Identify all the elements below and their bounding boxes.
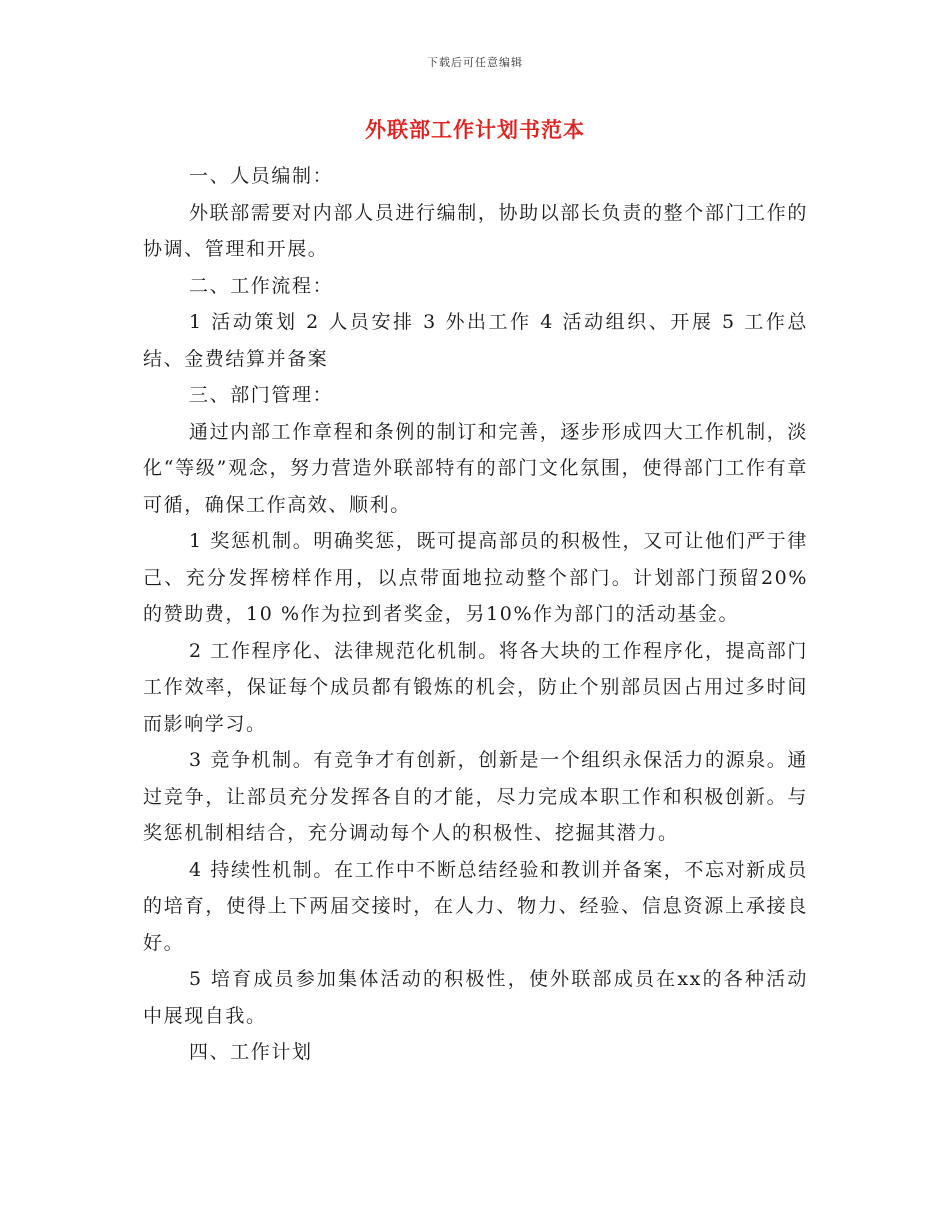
paragraph-reward-mechanism: 1 奖惩机制。明确奖惩，既可提高部员的积极性，又可让他们严于律己、充分发挥榜样作用，以点带面地拉动整个部门。计划部门预留20%的赞助费，10 %作为拉到者奖金，另10%作为部门的活动基金。 xyxy=(143,530,808,625)
section-heading-workflow: 二、工作流程： xyxy=(189,274,334,297)
paragraph-competition-mechanism: 3 竞争机制。有竞争才有创新，创新是一个组织永保活力的源泉。通过竞争，让部员充分发挥各自的才能，尽力完成本职工作和积极创新。与奖惩机制相结合，充分调动每个人的积极性、挖掘其潜力。 xyxy=(143,749,808,844)
paragraph-activity-enthusiasm: 5 培育成员参加集体活动的积极性，使外联部成员在xx的各种活动中展现自我。 xyxy=(143,968,808,1027)
section-heading-work-plan: 四、工作计划 xyxy=(189,1041,313,1063)
document-body xyxy=(143,158,808,1071)
section-heading-management: 三、部门管理： xyxy=(189,384,334,406)
section-heading-staffing: 一、人员编制： xyxy=(189,165,334,187)
paragraph-procedure-mechanism: 2 工作程序化、法律规范化机制。将各大块的工作程序化，提高部门工作效率，保证每个成员都有锻炼的机会，防止个别部员因占用过多时间而影响学习。 xyxy=(143,639,808,735)
paragraph-staffing: 外联部需要对内部人员进行编制，协助以部长负责的整个部门工作的协调、管理和开展。 xyxy=(143,201,808,260)
header-note: 下载后可任意编辑 xyxy=(427,56,523,69)
document-title: 外联部工作计划书范本 xyxy=(365,117,585,142)
paragraph-management-intro: 通过内部工作章程和条例的制订和完善，逐步形成四大工作机制，淡化“等级”观念，努力营造外联部特有的部门文化氛围，使得部门工作有章可循，确保工作高效、顺利。 xyxy=(143,420,808,516)
paragraph-continuity-mechanism: 4 持续性机制。在工作中不断总结经验和教训并备案，不忘对新成员的培育，使得上下两届交接时，在人力、物力、经验、信息资源上承接良好。 xyxy=(143,858,808,954)
paragraph-workflow: 1 活动策划 2 人员安排 3 外出工作 4 活动组织、开展 5 工作总结、金费结算并备案 xyxy=(143,311,808,370)
